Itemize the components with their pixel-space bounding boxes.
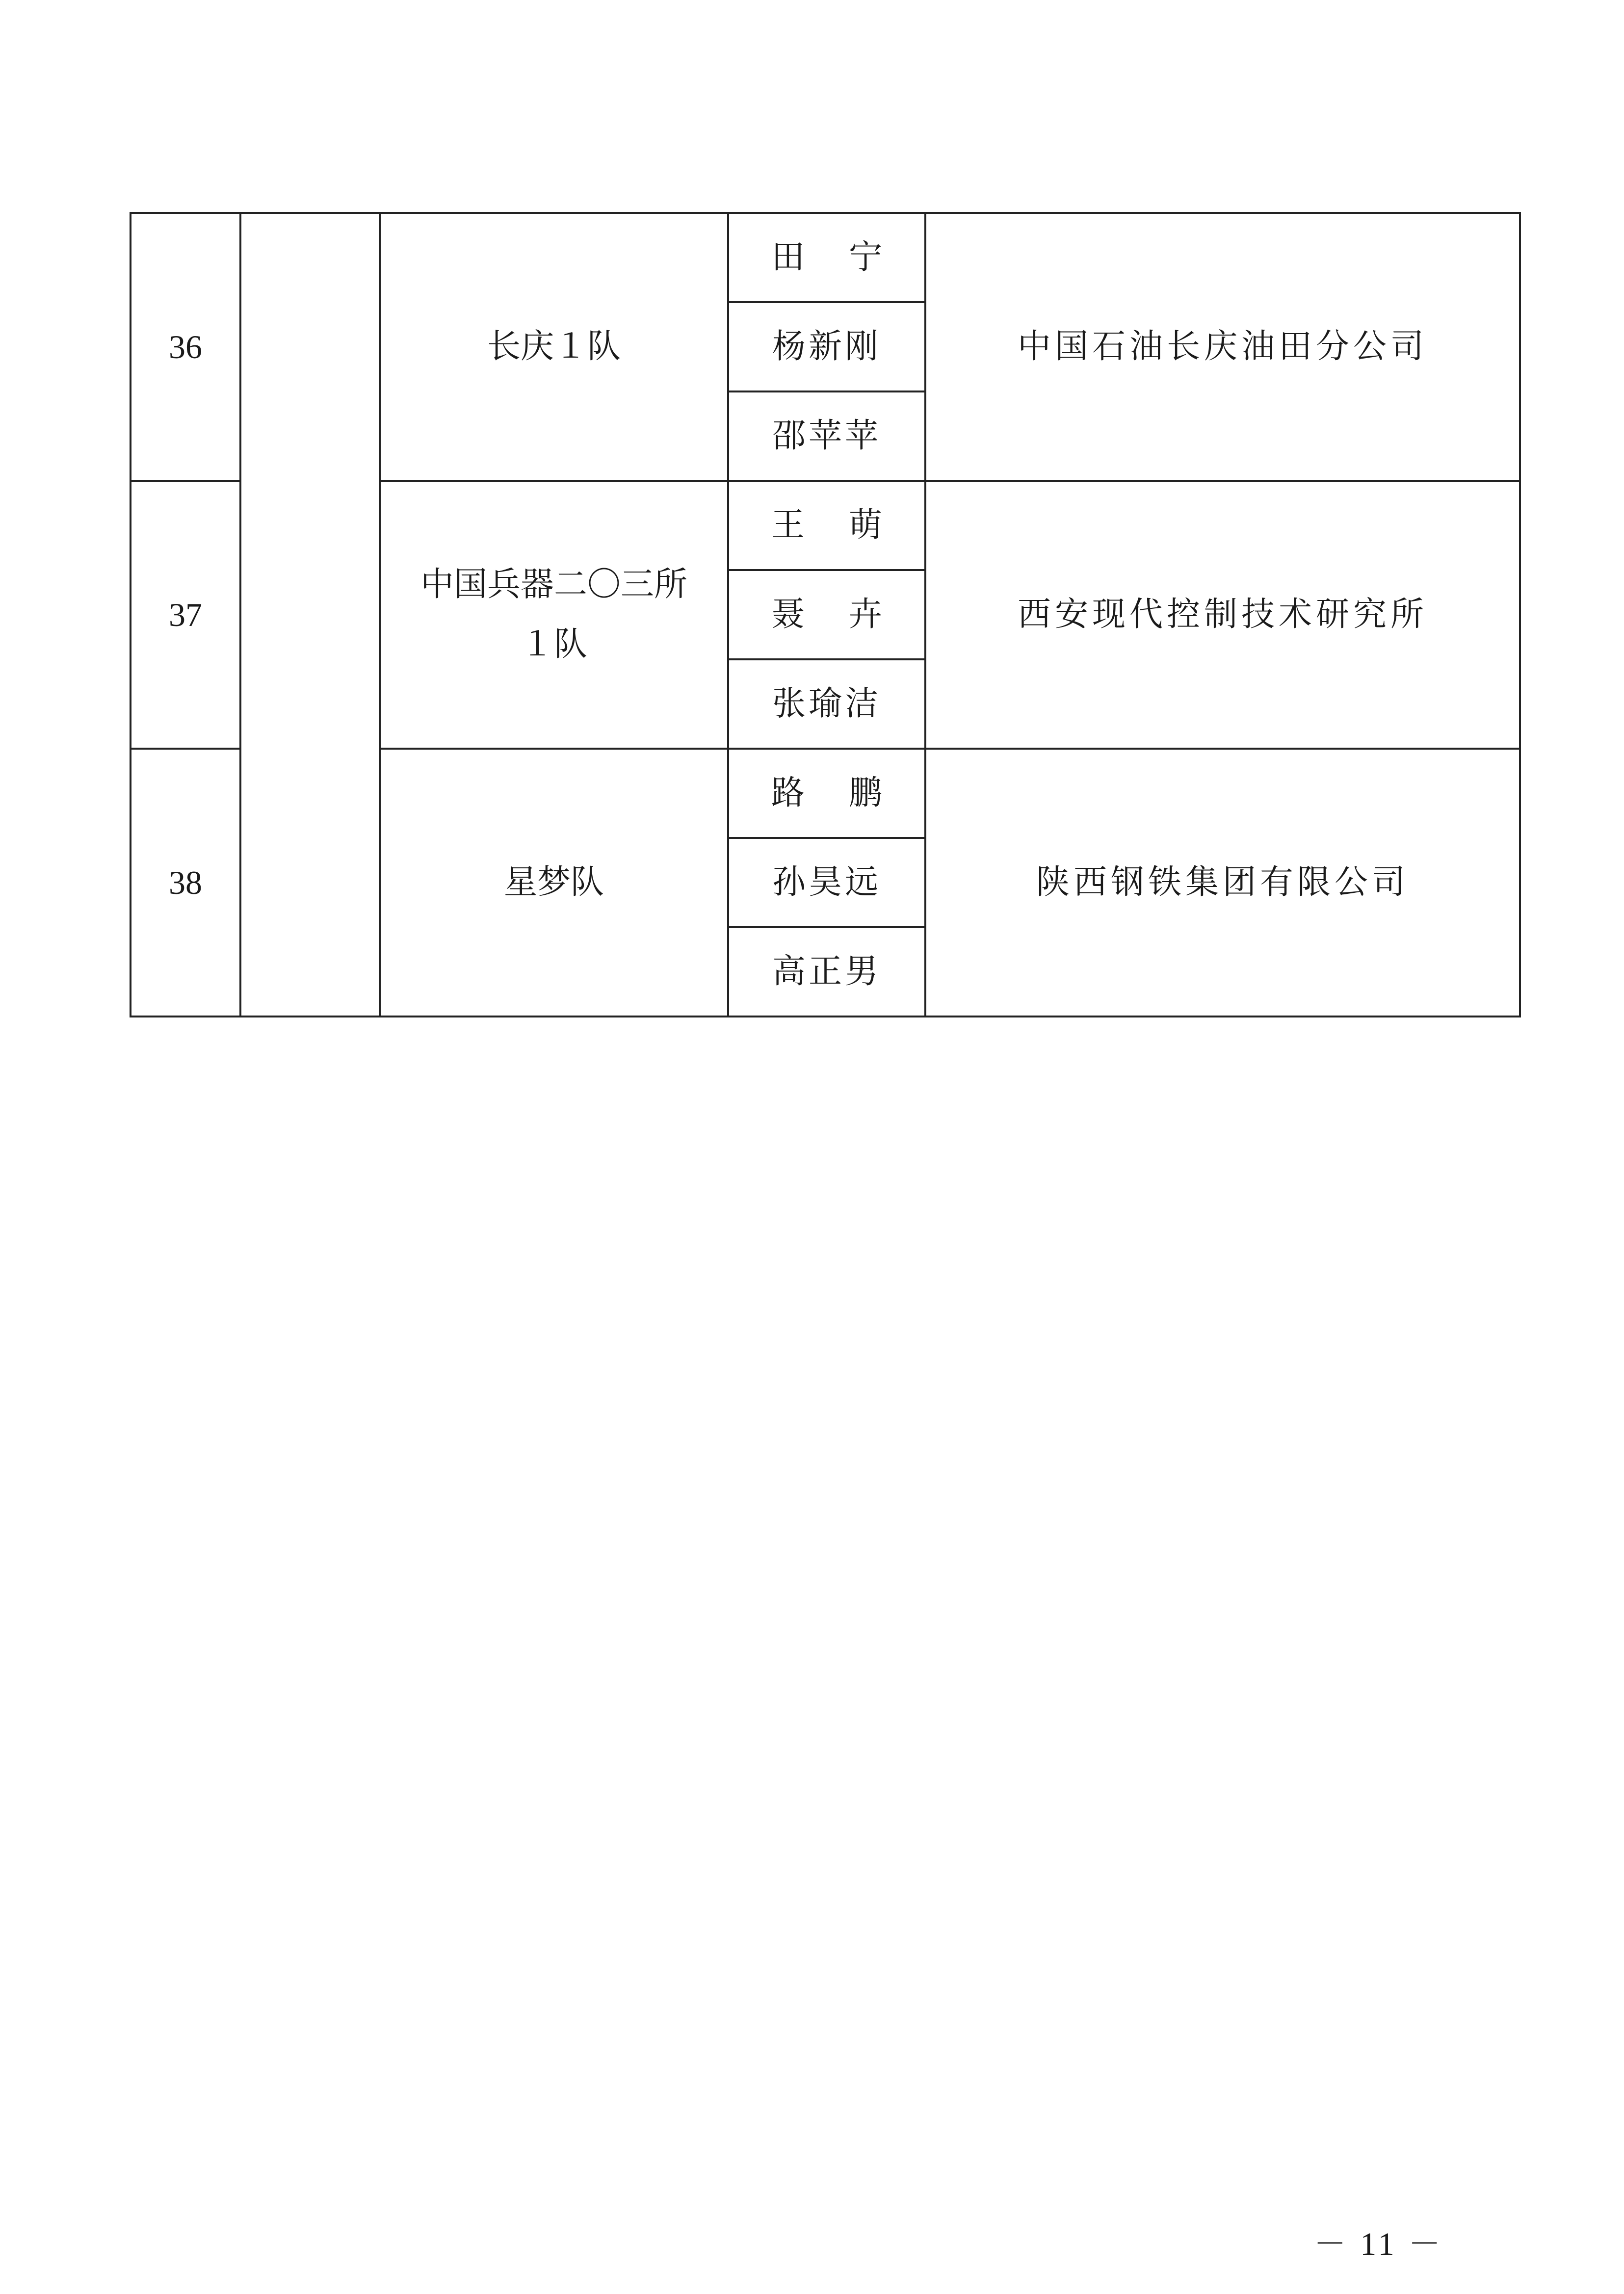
roster-body (131, 213, 1520, 1017)
member-name (728, 302, 925, 391)
member-name (728, 213, 925, 302)
member-name (728, 570, 925, 659)
member-name (728, 481, 925, 570)
member-name-part: 宁 (849, 237, 883, 277)
table-row (131, 213, 1520, 302)
member-name-part: 王 (771, 505, 805, 545)
member-name-part: 鹏 (849, 773, 883, 812)
team-name-line: 星梦队 (503, 862, 604, 902)
team-roster-table (130, 212, 1521, 1017)
member-name-part: 杨新刚 (772, 327, 881, 366)
team-name-line: 长庆１队 (487, 327, 621, 366)
member-name (728, 927, 925, 1017)
member-name-part: 聂 (771, 595, 805, 634)
team-name (380, 749, 728, 1017)
category-cell (240, 213, 380, 1017)
team-name-line: １队 (520, 625, 587, 664)
organization: 西安现代控制技术研究所 (925, 481, 1520, 749)
team-name (380, 481, 728, 749)
member-name (728, 749, 925, 838)
member-name-part: 高正男 (772, 952, 881, 991)
member-name (728, 838, 925, 927)
member-name-part: 路 (771, 773, 805, 812)
team-name (380, 213, 728, 481)
team-name-line: 中国兵器二〇三所 (420, 565, 687, 604)
team-number: 36 (131, 213, 240, 481)
team-number: 38 (131, 749, 240, 1017)
member-name-part: 孙昊远 (772, 862, 881, 902)
organization: 中国石油长庆油田分公司 (925, 213, 1520, 481)
page-number: － 11 － (1313, 2226, 1444, 2262)
member-name-part: 邵苹苹 (772, 416, 881, 455)
organization: 陕西钢铁集团有限公司 (925, 749, 1520, 1017)
member-name-part: 张瑜洁 (772, 684, 881, 723)
member-name (728, 659, 925, 749)
member-name-part: 田 (771, 237, 805, 277)
member-name-part: 萌 (849, 505, 883, 545)
member-name-part: 卉 (849, 595, 883, 634)
member-name (728, 391, 925, 481)
team-number: 37 (131, 481, 240, 749)
